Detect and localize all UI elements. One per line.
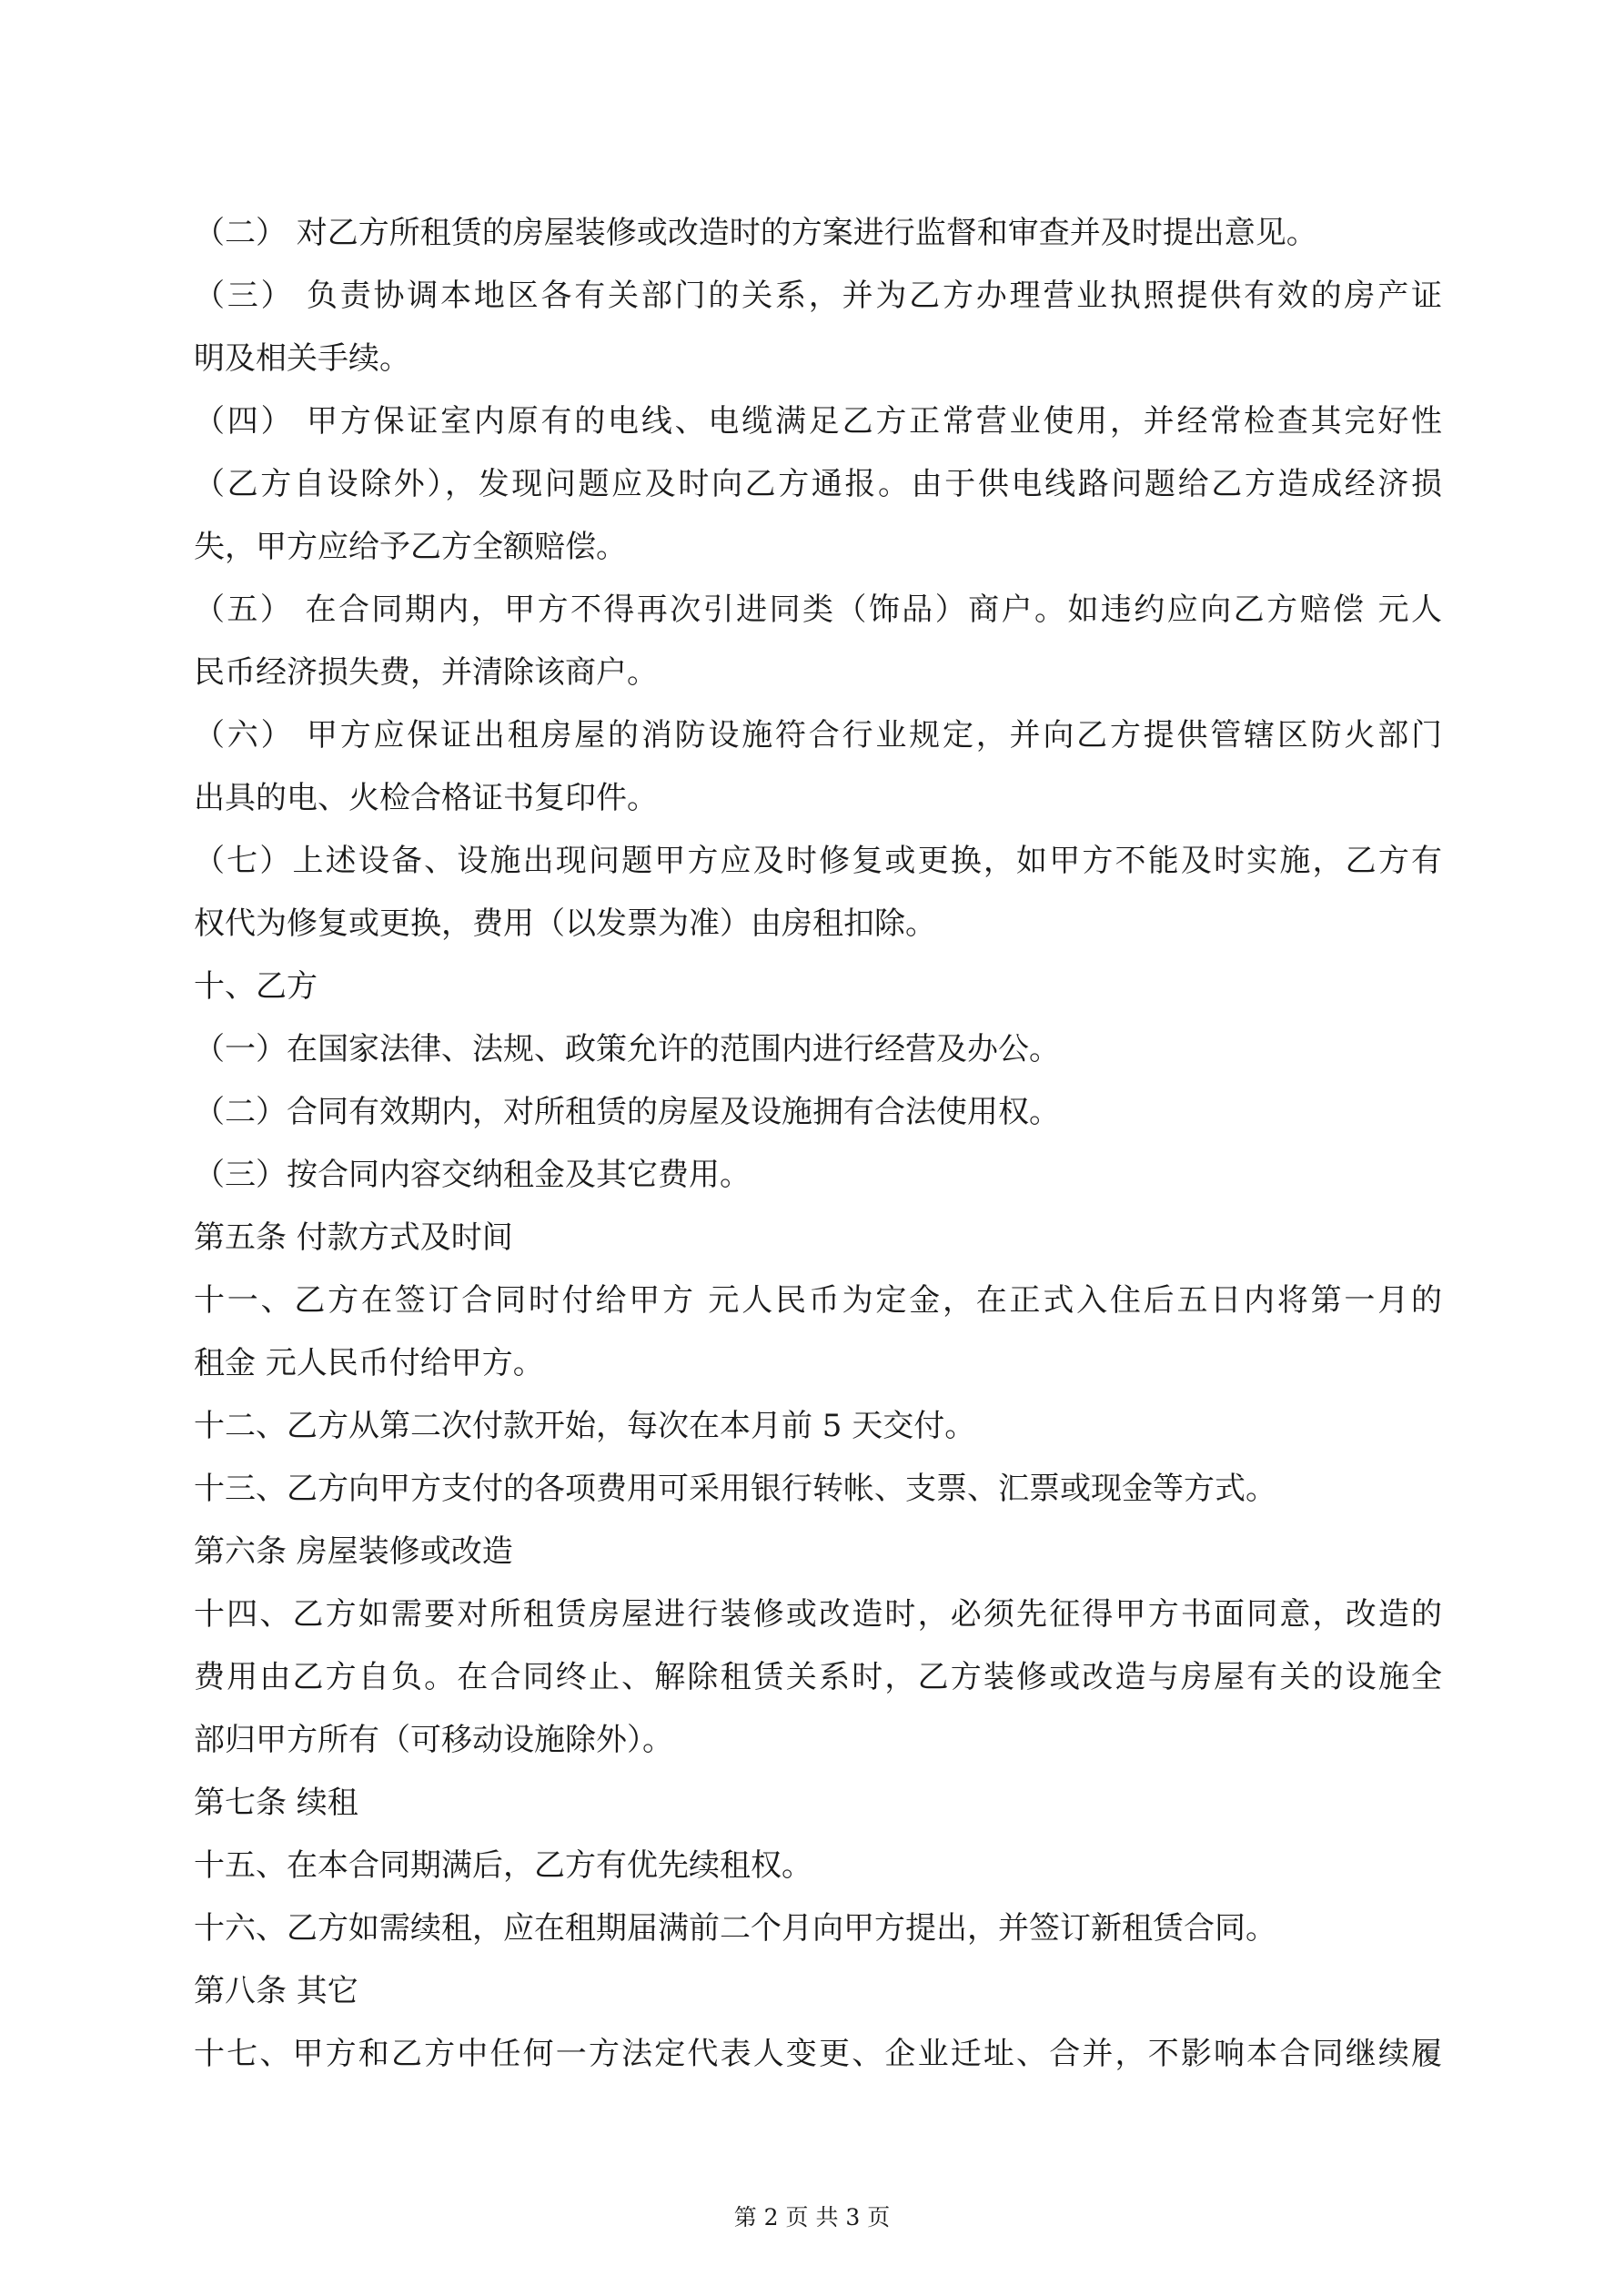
document-line: 十三、乙方向甲方支付的各项费用可采用银行转帐、支票、汇票或现金等方式。 [194, 1471, 1276, 1507]
document-line: 第六条 房屋装修或改造 [194, 1533, 513, 1570]
document-line: （二）合同有效期内，对所租赁的房屋及设施拥有合法使用权。 [194, 1094, 1060, 1130]
document-line: （乙方自设除外），发现问题应及时向乙方通报。由于供电线路问题给乙方造成经济损 [194, 466, 1442, 502]
document-line: 十五、在本合同期满后，乙方有优先续租权。 [194, 1847, 812, 1884]
document-line: （三）按合同内容交纳租金及其它费用。 [194, 1157, 751, 1193]
document-line: 明及相关手续。 [194, 340, 410, 377]
document-line: （六） 甲方应保证出租房屋的消防设施符合行业规定，并向乙方提供管辖区防火部门 [194, 717, 1442, 754]
document-line: 权代为修复或更换，费用（以发票为准）由房租扣除。 [194, 905, 936, 942]
document-line: 第五条 付款方式及时间 [194, 1219, 513, 1256]
document-line: （七）上述设备、设施出现问题甲方应及时修复或更换，如甲方不能及时实施，乙方有 [194, 843, 1442, 879]
document-line: 十一、乙方在签订合同时付给甲方 元人民币为定金，在正式入住后五日内将第一月的 [194, 1282, 1442, 1319]
document-line: 租金 元人民币付给甲方。 [194, 1345, 544, 1381]
document-line: 费用由乙方自负。在合同终止、解除租赁关系时，乙方装修或改造与房屋有关的设施全 [194, 1659, 1442, 1695]
document-line: 第七条 续租 [194, 1785, 358, 1821]
document-line: 民币经济损失费，并清除该商户。 [194, 654, 658, 691]
document-line: （四） 甲方保证室内原有的电线、电缆满足乙方正常营业使用，并经常检查其完好性 [194, 403, 1442, 440]
document-line: （三） 负责协调本地区各有关部门的关系，并为乙方办理营业执照提供有效的房产证 [194, 278, 1442, 314]
document-line: 第八条 其它 [194, 1973, 358, 2009]
document-line: （五） 在合同期内，甲方不得再次引进同类（饰品）商户。如违约应向乙方赔偿 元人 [194, 592, 1442, 628]
document-line: （二） 对乙方所租赁的房屋装修或改造时的方案进行监督和审查并及时提出意见。 [194, 215, 1317, 251]
document-line: 失，甲方应给予乙方全额赔偿。 [194, 529, 627, 565]
document-line: 出具的电、火检合格证书复印件。 [194, 780, 658, 816]
document-line: 十、乙方 [194, 968, 318, 1005]
document-body [194, 202, 1442, 2086]
document-line: 十六、乙方如需续租，应在租期届满前二个月向甲方提出，并签订新租赁合同。 [194, 1910, 1276, 1947]
document-line: 十四、乙方如需要对所租赁房屋进行装修或改造时，必须先征得甲方书面同意，改造的 [194, 1596, 1442, 1633]
document-line: 十七、甲方和乙方中任何一方法定代表人变更、企业迁址、合并，不影响本合同继续履 [194, 2036, 1442, 2072]
document-line: （一）在国家法律、法规、政策允许的范围内进行经营及办公。 [194, 1031, 1060, 1067]
document-line: 十二、乙方从第二次付款开始，每次在本月前 5 天交付。 [194, 1408, 976, 1444]
page-footer: 第 2 页 共 3 页 [733, 2204, 891, 2230]
document-line: 部归甲方所有（可移动设施除外）。 [194, 1722, 673, 1758]
